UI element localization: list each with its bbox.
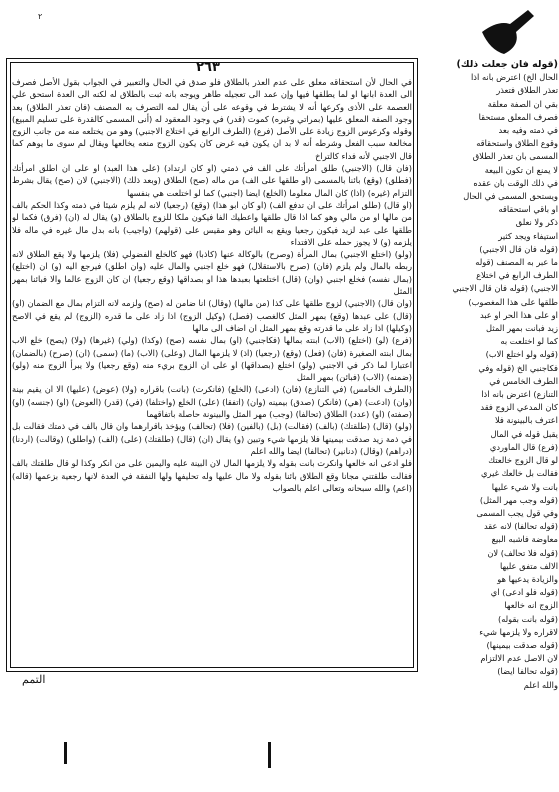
margin-line: معاوضة فاشبه البيع — [491, 534, 558, 545]
margin-line: (قوله فان قال الاجنبي) — [479, 243, 558, 254]
margin-line: لو قال الزوج خالعتك — [488, 455, 558, 466]
margin-line: والله اعلم — [523, 679, 558, 690]
page-number: ٢٦٣ — [196, 60, 220, 75]
margin-line: في ذلك الوقت بان عقده — [473, 177, 558, 188]
margin-line: الزوج انه خالعها — [504, 600, 558, 611]
body-paragraph: (الطرف الخامس) (في التنازع) (فان) (ادعى) (الخلع) (فانكرت) (بانت) باقراره (ولا) (عوض) (عليها) الا ان يقيم بينة (وان) (ادعت) (هي) (فانكر) (صدق) بيمينه (وان) (اتفقا) (على) الخلع (واختلفا) (في) (قدر) (العوض) (او) (جنسه) (او) (صفته) (او) (عدد) الطلاق (تحالفا) (وجب) مهر المثل والبينونة حاصلة باتفاقهما — [12, 384, 412, 420]
margin-line: استيفاء ويجد كثير — [498, 230, 558, 241]
margin-line: التنازع) اعترض بانه اذا — [481, 389, 558, 400]
top-mark: ٢ — [38, 12, 43, 21]
body-paragraph: فلو ادعى انه خالعها وانكرت بانت بقوله ولا يلزمها المال لان البينة عليه واليمين على من انكر وكذا لو قال طلقتك بالف فقالت طلقتني مجانا وقع الطلاق بائنا بقوله ولا مال عليها وله تحليفها ولها النفقة في العدة لانها رجعية بزعمها (قاله) (اعم) والله سبحانه وتعالى اعلم بالصواب — [12, 458, 412, 493]
end-word: التمم — [22, 673, 46, 686]
margin-line: بانت ولا شيء عليها — [491, 481, 558, 492]
margin-line: بقي ان الصفة معلقة — [487, 98, 558, 109]
corner-stamp-mark — [480, 6, 538, 58]
margin-line: او باقي استحقاقه — [498, 204, 558, 215]
body-paragraph: (او قال) (طلق امرأتك على ان تدفع الف) (او كان ابو هذا) (وقع) (رجعيا) لانه لم يلزم شيئا في ذمته وكذا الحكم بالف من مالها او من مالي وهو كما اذا قال طلقها واعطيك الفا فيكون ملكا للزوج بالطلاق (و) يقال له (ان) (فرق) فكما لو طلقها على عبد لزيد فيكون رجعيا ويقع به البائن وهو مقيس على (قولهم) (واجيب) بانه بدل مال غيره في ماله فلا يلزمه (و) لا يجوز حمله على الافتداء — [12, 199, 412, 247]
margin-line: (قوله بانت بقوله) — [497, 613, 558, 624]
margin-line: كما لو اختلعت به — [500, 336, 558, 347]
margin-line: اعترف بالبينونة فلا — [494, 415, 558, 426]
margin-line: طلقها على هذا المغصوب) — [468, 296, 558, 307]
margin-line: وقوع الطلاق واستحقاقه — [476, 138, 558, 149]
body-paragraph: (فان قال) (الاجنبي) طلق امرأتك على الف في ذمتي (او كان ارتداد) (على هذا العبد) او على ان اطلق امرأتك (فطلق) (وقع) بائنا بالمسمى (او طلقها على الف) من ماله (صح) الطلاق (وبعد ذلك) (الاجنبي) لان (صح) يقال بشرط التزام (غيره) (اذا) كان المال معلوما (الخلع) ايضا (اجنبي) كما لو اختلعت هي بنفسها — [12, 163, 412, 198]
margin-line: وفي قول يجب المسمى — [476, 507, 558, 518]
margin-line: (فرع) قال الماوردي — [489, 441, 558, 452]
margin-line: الالف متفق عليها — [499, 560, 558, 571]
margin-line: (قوله ولو اختلع الاب) — [485, 349, 558, 360]
margin-line: (قوله فلا تحالف) لان — [487, 547, 558, 558]
binding-mark-right — [268, 742, 271, 768]
margin-line: فقالت بل خالعك غيري — [481, 468, 558, 479]
margin-line: الاجنبي) (قوله فان قال الاجنبي — [452, 283, 558, 294]
margin-line: لاقراره ولا يلزمها شيء — [479, 626, 558, 637]
margin-line: ما عبر به المصنف (قوله — [475, 257, 558, 268]
margin-line: فكاجنبي الخ (قوله وفي — [478, 362, 558, 373]
margin-line: (قوله تحالفا ايضا) — [497, 666, 558, 677]
margin-line: ويستحق المسمى في الحال — [463, 191, 558, 202]
margin-line: يقبل قوله في المال — [490, 428, 558, 439]
margin-line: (قوله تحالفا) لانه عقد — [483, 521, 558, 532]
margin-line: (قوله فلو ادعى) اي — [490, 587, 558, 598]
main-body-text — [12, 76, 412, 664]
margin-line: ذكر ولا نعلق — [515, 217, 558, 228]
margin-line: المسمى بان تعذر الطلاق — [472, 151, 558, 162]
margin-line: الحال الخ) اعترض بانه اذا — [471, 72, 558, 83]
body-paragraph: (وان قال) (الاجنبي) لزوج طلقها على كذا (من مالها) (وقال) انا ضامن له (صح) ولزمه لانه التزام بمال مع الضمان (او) (قال) على عبدها (وقع) بمهر المثل كالغصب (فصل) (وكيل الزوج) اذا زاد على ما قدره (الزوج) لم يقع في الاصح (وكيلها) اذا زاد على ما قدرته وقع بمهر المثل ان اضاف الى مالها — [12, 298, 412, 333]
margin-commentary — [418, 58, 558, 698]
body-paragraph: (ولو) (قال) (طلقتك) (بالف) (فقالت) (بل) (بالفين) (فلا) (تحالف) ويؤخذ باقرارهما وان قال بالف في ذمتك فقالت بل في ذمة زيد صدقت بيمينها فلا يلزمها شيء وتبين (و) يقال (ان) (قال) (طلقتك) (على) (الف) (واطلق) (وقالت) (اردنا) (دراهم) (وقال) (دنانير) (تحالفا) ايضا والله اعلم — [12, 421, 412, 456]
body-paragraph: (ولو) (اختلع الاجنبي) بمال المرأة (وصرح) بالوكالة عنها (كاذبا) فهو كالخلع الفضولي (فلا) يلزمها ولا يقع الطلاق لانه ربطه بالمال ولم يلزم (فان) (صرح بالاستقلال) فهو خلع اجنبي والمال عليه (وان اطلق) فيرجع اليه (و) ان (اختلع) (بمال نفسه) فخلع اجنبي (وان) (قال) اختلعتها بعبدها هذا او بصداقها (وقع رجعيا) ان كان الزوج عالما والا فبائنا بمهر المثل — [12, 249, 412, 297]
margin-line: لا يمنع ان تكون البيعة — [484, 164, 558, 175]
binding-mark-left — [64, 742, 67, 764]
margin-line: كان المدعي الزوج فقد — [480, 402, 558, 413]
margin-line: في ذمته وفيه بعد — [498, 125, 558, 136]
margin-heading: (قوله فان جعلت ذلك) — [456, 59, 558, 70]
margin-lines — [418, 71, 558, 692]
margin-line: لان الاصل عدم الالتزام — [480, 653, 558, 664]
margin-line: فصرف المعلق مستحقا — [478, 111, 558, 122]
margin-line: زيد فبانت بمهر المثل — [486, 323, 558, 334]
margin-line: والزيادة يدعيها هو — [497, 573, 558, 584]
margin-line: (قوله صدقت بيمينها) — [486, 639, 558, 650]
margin-line: الطرف الخامس في — [489, 375, 558, 386]
margin-line: (قوله وجب مهر المثل) — [479, 494, 558, 505]
body-paragraph: (فرع) (لو) (اختلع) (الاب) ابنته بمالها (فكاجنبي) (او) بمال نفسه (صح) (وكذا) (ولي) (غيرها) (ولا) (يصح) خلع الاب بمال ابنته الصغيرة (فان) (فعل) (وقع) (رجعيا) (اذ) لا يلزمها المال (وعلى) (الاب) (ما) (سمى) (ان) (صرح) (بالضمان) اعتبارا لما ذكر في الاجنبي (ولو) اختلع (بصداقها) او على ان الزوج بريء منه (وقع رجعيا) ولا يبرأ الزوج منه (ولو) (ضمنه) (الاب) (فبائن) بمهر المثل — [12, 335, 412, 383]
body-paragraph: في الحال لأن استحقاقه معلق على عدم العذر بالطلاق فلو صدق في الحال والتعبير في الجواب بقول الأصل فصرف الى العدة ابانها او لما يطلقها فيها وإن عمد الى تعجيله طاهر ويوجه بانه ثبت بالطلاق له لكنه الى العدة استحق علي العصمة على الأذى وكرعها أنه لا يشترط في وقوعه على أن يقال لمه التصرف به المصنف (فان تعذر الطلاق) بعد وجود الصفة المعلق عليها (بمراتي وغيره) كموت (قدر) في وجود المعقود له (أنى المسمى كالقدرة على تسليم المبيع) وقوله وكرعوس الزوج زيادة على الأصل (فرع) (الطرف الرابع في اختلاع الاجنبي) وهو من يختلعه منه من جانب الزوج مخالعة سبب الفعل وشرطه أنه لا بد ان يكون فيه غرض كان يكون الزوج منعه يخالعها ويقال لم سوى ما يوهم كما قال الاجنبي لأنه فداء كالتراخ — [12, 77, 412, 161]
margin-line: او على هذا الحر او عبد — [479, 309, 558, 320]
margin-line: تعذر الطلاق فتعذر — [496, 85, 558, 96]
margin-line: الطرف الرابع في اختلاع — [476, 270, 558, 281]
